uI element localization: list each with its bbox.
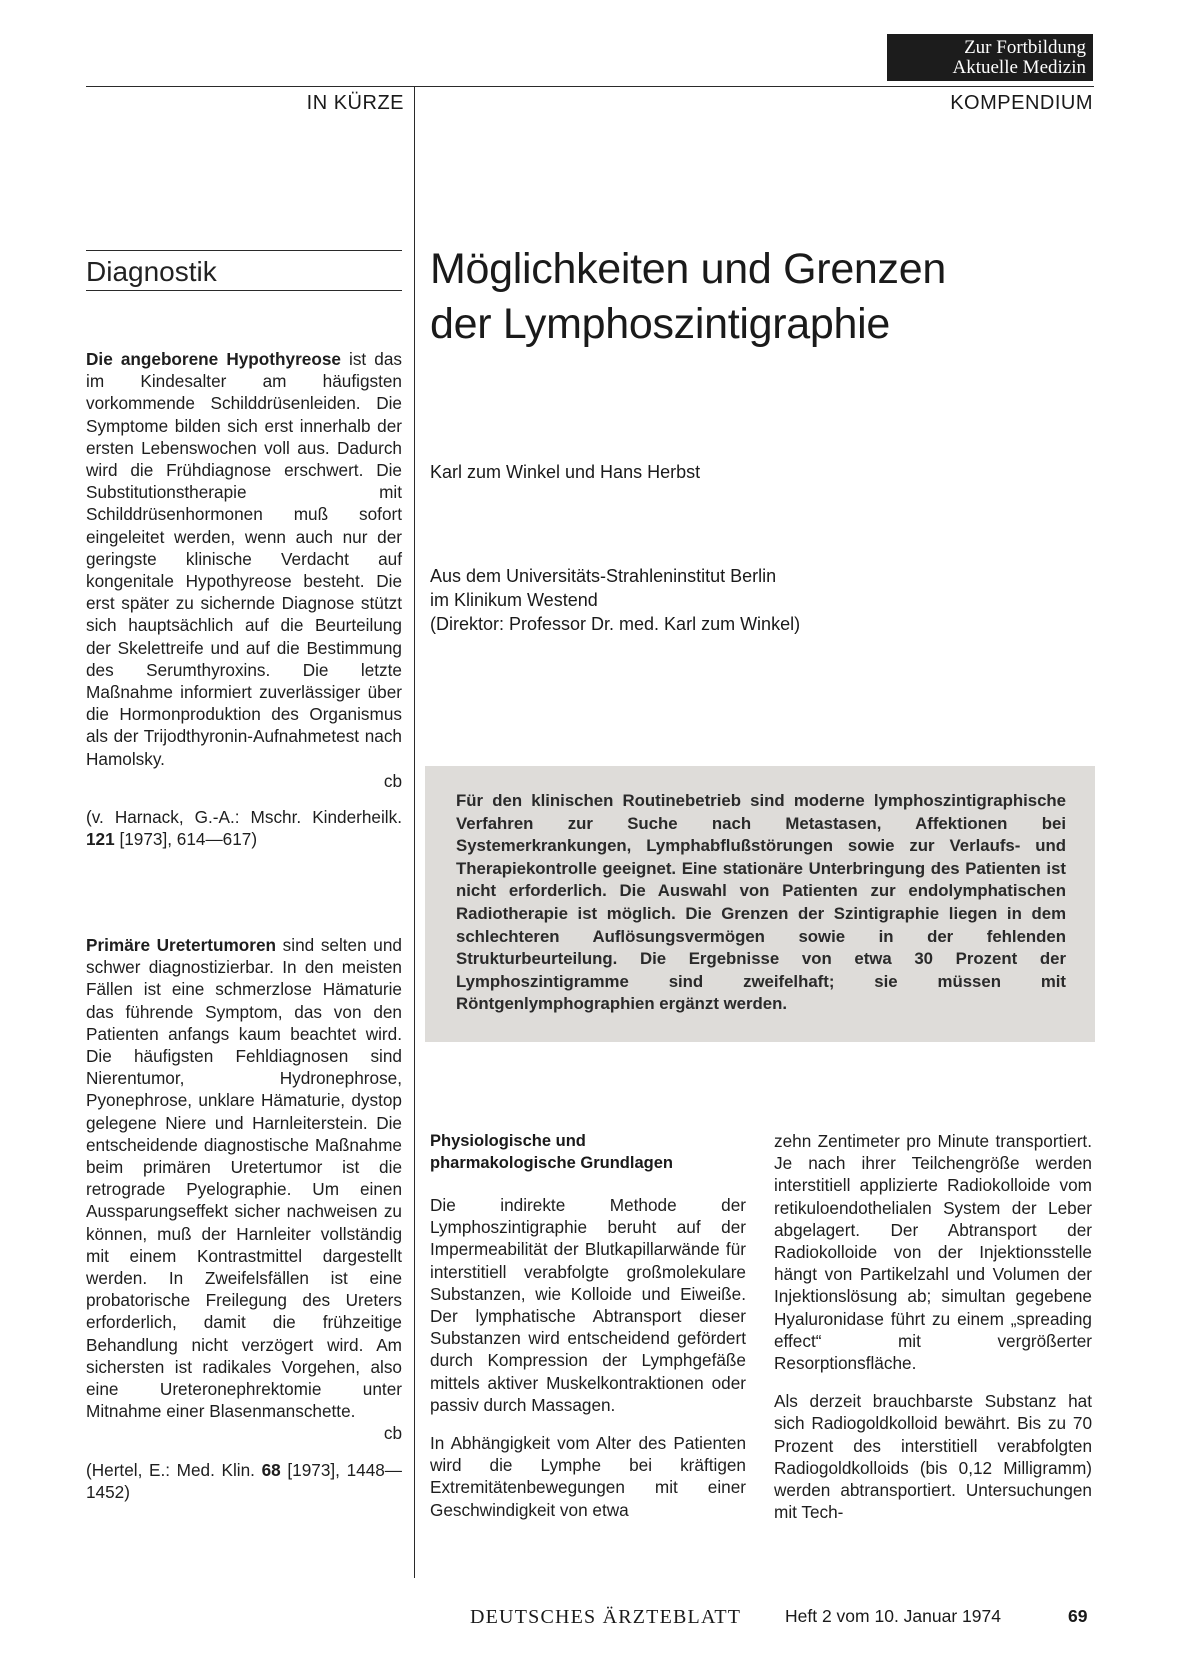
article-authors: Karl zum Winkel und Hans Herbst — [430, 462, 701, 482]
rubric-badge — [887, 34, 1093, 81]
section-heading-line: Physiologische und — [430, 1132, 586, 1150]
section-label-right: KOMPENDIUM — [950, 92, 1093, 114]
reference-pages: [1973], 614—617) — [114, 829, 258, 850]
issue-info: Heft 2 vom 10. Januar 1974 — [785, 1606, 1001, 1626]
article-title — [430, 242, 1090, 352]
reference-volume: 121 — [86, 829, 115, 850]
news-item-hypothyreose — [86, 348, 402, 850]
reference-pages: [1973], 1448—1452) — [86, 1459, 402, 1502]
rubric-rule-bottom — [86, 290, 402, 291]
news-item-body — [86, 348, 402, 770]
header-rule — [86, 86, 1094, 87]
section-label-left: IN KÜRZE — [306, 92, 404, 114]
author-sign: cb — [383, 770, 402, 791]
reference — [86, 806, 402, 850]
news-item-keyword: Primäre Uretertumoren — [86, 935, 277, 955]
paragraph: zehn Zentimeter pro Minute transportiert. Je nach ihrer Teilchengröße werden interstitiell applizierte Radiokolloide vom retikuloendothelialen System der Leber abgelagert. Der Abtransport der Radiokolloide von der Injektionsstelle hängt von Partikelzahl und Volumen der Injektionslösung ab; simultan gegebene Hyaluronidase führt zu einem „spreading effect“ mit vergrößerter Resorptionsfläche. — [774, 1131, 1092, 1374]
column-divider — [414, 86, 415, 1578]
news-item-body — [86, 934, 402, 1422]
affiliation-line: im Klinikum Westend — [430, 590, 598, 610]
paragraph: Als derzeit brauchbarste Substanz hat sich Radiogoldkolloid bewährt. Bis zu 70 Prozent des interstitiell verabfolgten Radiogoldkolloids (bis 0,12 Milligramm) werden abtransportiert. Untersuchungen mit Tech- — [774, 1391, 1092, 1523]
article-title-line: der Lymphoszintigraphie — [430, 300, 890, 348]
section-heading-line: pharmakologische Grundlagen — [430, 1154, 673, 1172]
article-affiliation — [430, 564, 800, 636]
reference — [86, 1459, 402, 1503]
article-title-line: Möglichkeiten und Grenzen — [430, 245, 946, 293]
paragraph: In Abhängigkeit vom Alter des Patienten wird die Lymphe bei kräftigen Extremitätenbewegungen mit einer Geschwindigkeit von etwa — [430, 1433, 746, 1520]
paragraph: Die indirekte Methode der Lymphoszintigraphie beruht auf der Impermeabilität der Blutkapillarwände für interstitiell verabfolgte großmolekulare Substanzen, wie Kolloide und Eiweiße. Der lymphatische Abtransport dieser Substanzen wird entscheidend gefördert durch Kompression der Lymphgefäße mittels aktiver Muskelkontraktionen oder passiv durch Massagen. — [430, 1195, 746, 1415]
page-number: 69 — [1068, 1606, 1088, 1626]
journal-name: DEUTSCHES ÄRZTEBLATT — [470, 1606, 742, 1628]
abstract-text: Für den klinischen Routinebetrieb sind moderne lymphoszintigraphische Verfahren zur Suche nach Metastasen, Affektionen bei Systemerkrankungen, Lymphabflußstörungen sowie zur Verlaufs- und Therapiekontrolle geeignet. Eine stationäre Unterbringung des Patienten ist nicht erforderlich. Die Auswahl von Patienten zur endolymphatischen Radiotherapie ist möglich. Die Grenzen der Szintigraphie liegen in dem schlechteren Auflösungsvermögen sowie in der fehlenden Strukturbeurteilung. Die Ergebnisse von etwa 30 Prozent der Lymphoszintigramme sind zweifelhaft; sie müssen mit Röntgenlymphographien ergänzt werden. — [456, 791, 1066, 1014]
affiliation-line: Aus dem Universitäts-Strahleninstitut Berlin — [430, 566, 777, 586]
reference-volume: 68 — [261, 1459, 281, 1480]
article-column-2 — [774, 1130, 1092, 1523]
news-item-uretertumoren — [86, 934, 402, 1503]
reference-text: (Hertel, E.: Med. Klin. — [86, 1459, 262, 1480]
rubric-rule-top — [86, 250, 402, 251]
news-item-text: sind selten und schwer diagnostizierbar. In den meisten Fällen ist eine schmerzlose Hämaturie das führende Symptom, das von den Patienten anfangs kaum beachtet wird. Die häufigsten Fehldiagnosen sind Nierentumor, Hydronephrose, Pyonephrose, unklare Hämaturie, dystop gelegene Niere und Harnleiterstein. Die entscheidende diagnostische Maßnahme beim primären Uretertumor ist die retrograde Pyelographie. Um einen Aussparungseffekt sicher nachweisen zu können, muß der Harnleiter vollständig mit einem Kontrastmittel dargestellt werden. In Zweifelsfällen ist eine probatorische Freilegung des Ureters erforderlich, damit die frühzeitige Behandlung nicht verzögert wird. Am sichersten ist radikales Vorgehen, also eine Ureteronephrektomie unter Mitnahme einer Blasenmanschette. — [86, 935, 402, 1422]
rubric-title: Diagnostik — [86, 256, 217, 287]
news-item-text: ist das im Kindesalter am häufigsten vorkommende Schilddrüsenleiden. Die Symptome bilden sich erst innerhalb der ersten Lebenswochen voll aus. Dadurch wird die Frühdiagnose erschwert. Die Substitutionstherapie mit Schilddrüsenhormonen muß sofort eingeleitet werden, wenn auch nur der geringste klinische Verdacht auf kongenitale Hypothyreose besteht. Die erst später zu sichernde Diagnose stützt sich hauptsächlich auf die Beurteilung der Skelettreife und auf die Bestimmung des Serumthyroxins. Die letzte Maßnahme informiert zuverlässiger über die Hormonproduktion des Organismus als der Trijodthyronin-Aufnahmetest nach Hamolsky. — [86, 349, 402, 769]
article-column-1 — [430, 1194, 746, 1521]
news-item-keyword: Die angeborene Hypothyreose — [86, 349, 341, 369]
reference-text: (v. Harnack, G.-A.: Mschr. Kinderheilk. — [86, 807, 402, 828]
badge-line-2: Aktuelle Medizin — [952, 57, 1086, 78]
affiliation-line: (Direktor: Professor Dr. med. Karl zum Winkel) — [430, 614, 801, 634]
section-heading — [430, 1130, 720, 1174]
author-sign: cb — [383, 1423, 402, 1444]
badge-line-1: Zur Fortbildung — [964, 37, 1086, 58]
